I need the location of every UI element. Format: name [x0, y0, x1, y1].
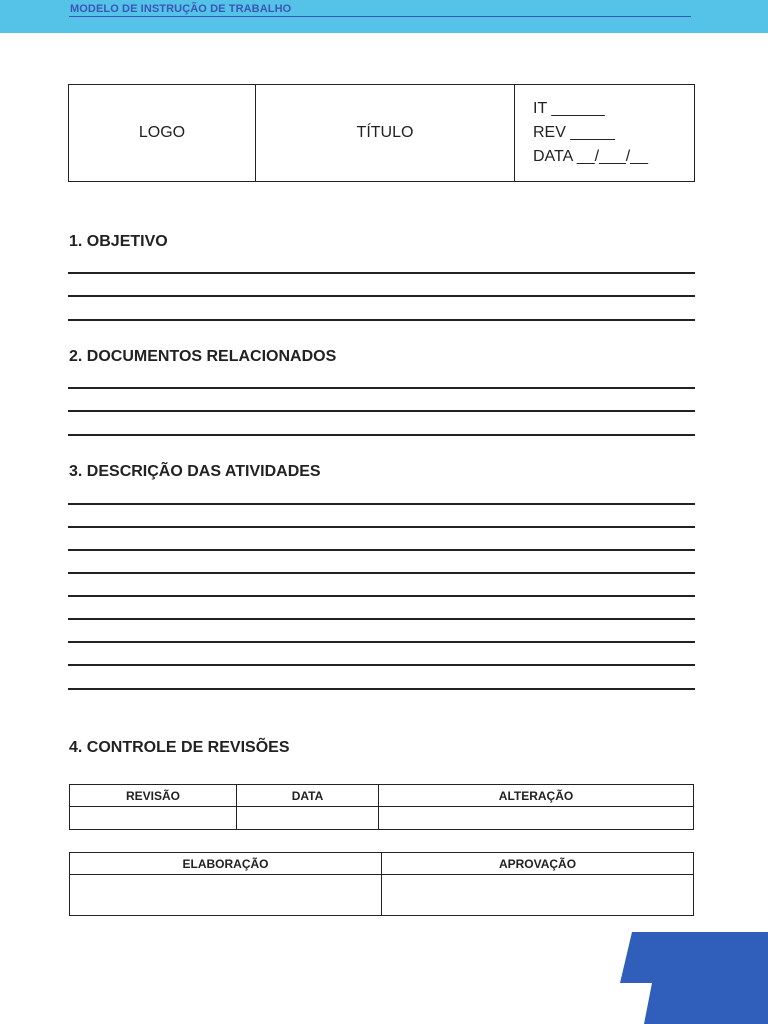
- table-row: [70, 807, 694, 830]
- revision-cell[interactable]: [70, 807, 237, 830]
- revision-field: REV _____: [533, 124, 615, 141]
- writing-line: [68, 434, 695, 436]
- writing-line: [68, 549, 695, 551]
- change-cell[interactable]: [379, 807, 694, 830]
- column-header-approved-by: APROVAÇÃO: [382, 853, 694, 875]
- writing-line: [68, 572, 695, 574]
- corner-decoration: [620, 932, 768, 1024]
- writing-line: [68, 295, 695, 297]
- writing-line: [68, 410, 695, 412]
- writing-line: [68, 503, 695, 505]
- document-type-label: MODELO DE INSTRUÇÃO DE TRABALHO: [70, 3, 292, 15]
- writing-line: [68, 641, 695, 643]
- revision-table: [69, 784, 694, 830]
- approved-by-cell[interactable]: [382, 875, 694, 916]
- column-header-prepared-by: ELABORAÇÃO: [70, 853, 382, 875]
- writing-line: [68, 387, 695, 389]
- document-meta: [515, 85, 695, 182]
- writing-line: [68, 319, 695, 321]
- writing-line: [68, 272, 695, 274]
- signature-table: [69, 852, 694, 916]
- logo-placeholder: LOGO: [69, 85, 256, 182]
- it-number-field: IT ______: [533, 100, 605, 117]
- corner-decoration-shape: [620, 932, 768, 1024]
- top-header-band: [0, 0, 768, 33]
- table-row: [70, 875, 694, 916]
- section-related-docs-heading: 2. DOCUMENTOS RELACIONADOS: [69, 348, 337, 365]
- column-header-date: DATA: [237, 785, 379, 807]
- section-activities-heading: 3. DESCRIÇÃO DAS ATIVIDADES: [69, 463, 321, 480]
- writing-line: [68, 526, 695, 528]
- header-underline: [69, 16, 691, 17]
- section-objective-heading: 1. OBJETIVO: [69, 233, 168, 250]
- prepared-by-cell[interactable]: [70, 875, 382, 916]
- writing-line: [68, 618, 695, 620]
- title-block-table: [68, 84, 695, 182]
- writing-line: [68, 664, 695, 666]
- section-revision-control-heading: 4. CONTROLE DE REVISÕES: [69, 739, 290, 756]
- column-header-revision: REVISÃO: [70, 785, 237, 807]
- writing-line: [68, 595, 695, 597]
- column-header-change: ALTERAÇÃO: [379, 785, 694, 807]
- document-title: TÍTULO: [256, 85, 515, 182]
- date-cell[interactable]: [237, 807, 379, 830]
- date-field: DATA __/___/__: [533, 148, 649, 165]
- writing-line: [68, 688, 695, 690]
